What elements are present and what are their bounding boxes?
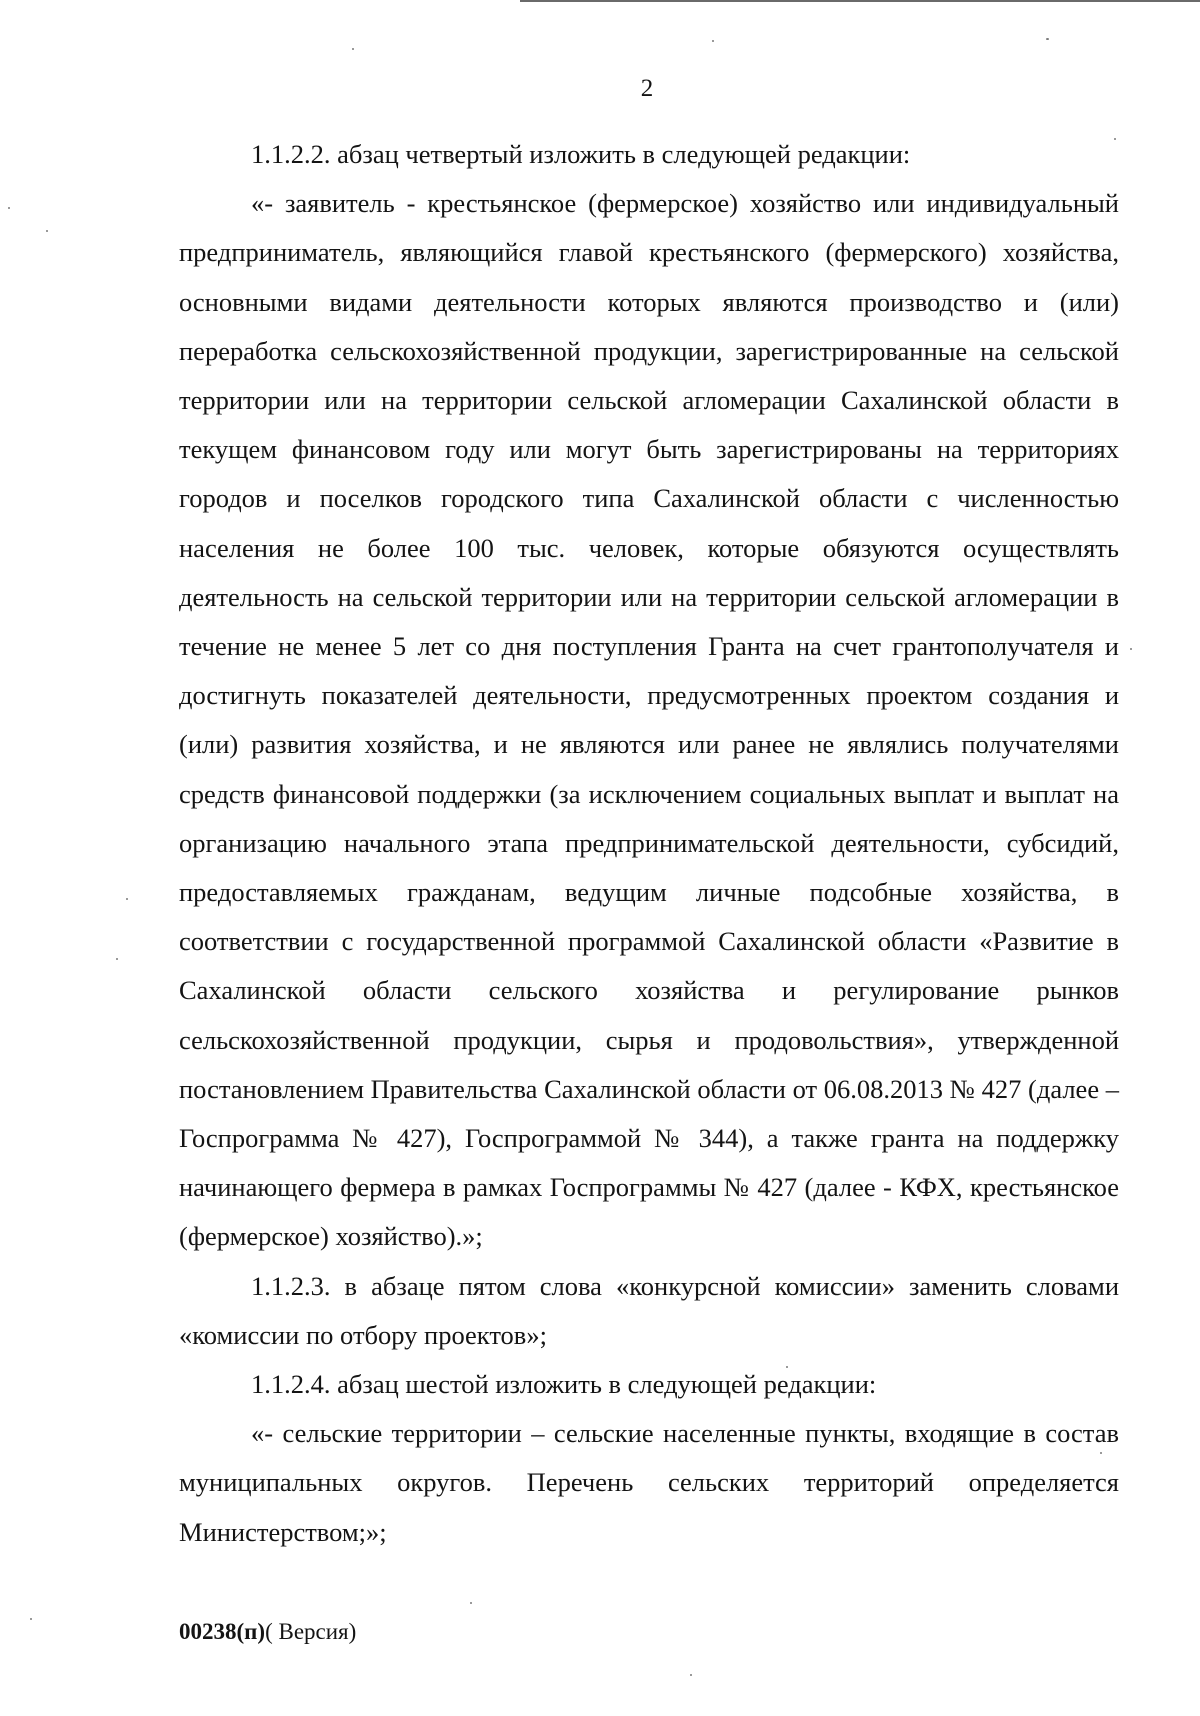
paragraph-1-1-2-4: 1.1.2.4. абзац шестой изложить в следующей редакции: bbox=[251, 1369, 877, 1400]
scan-speck bbox=[116, 958, 118, 960]
scan-speck bbox=[690, 1674, 692, 1676]
scan-speck bbox=[1114, 138, 1116, 140]
scan-speck bbox=[470, 1602, 472, 1604]
paragraph-applicant-definition: «- заявитель - крестьянское (фермерское) хозяйство или индивидуальный предприниматель, являющийся главой крестьянского (фермерского) хозяйства, основными видами деятельности которых являются производство и (или) переработка сельскохозяйственной продукции, зарегистрированные на сельской территории или на территории сельской агломерации Сахалинской области в текущем финансовом году или могут быть зарегистрированы на территориях городов и поселков городского типа Сахалинской области с численностью населения не более 100 тыс. человек, которые обязуются осуществлять деятельность на сельской территории или на территории сельской агломерации в течение не менее 5 лет со дня поступления Гранта на счет грантополучателя и достигнуть показателей деятельности, предусмотренных проектом создания и (или) развития хозяйства, и не являются или ранее не являлись получателями средств финансовой поддержки (за исключением социальных выплат и выплат на организацию начального этапа предпринимательской деятельности, субсидий, предоставляемых гражданам, ведущим личные подсобные хозяйства, в соответствии с государственной программой Сахалинской области «Развитие в Сахалинской области сельского хозяйства и регулирование рынков сельскохозяйственной продукции, сырья и продовольствия», утвержденной постановлением Правительства Сахалинской области от 06.08.2013 № 427 (далее – Госпрограмма № 427), Госпрограммой № 344), а также гранта на поддержку начинающего фермера в рамках Госпрограммы № 427 (далее - КФХ, крестьянское (фермерское) хозяйство).»; bbox=[179, 188, 1119, 1252]
scan-speck bbox=[30, 1618, 32, 1620]
page-number: 2 bbox=[640, 75, 654, 102]
paragraph-1-1-2-2: 1.1.2.2. абзац четвертый изложить в следующей редакции: bbox=[251, 139, 911, 169]
scan-speck bbox=[8, 207, 10, 209]
paragraph-rural-territories: «- сельские территории – сельские населенные пункты, входящие в состав муниципальных округов. Перечень сельских территорий определяется Министерством;»; bbox=[179, 1418, 1119, 1547]
scan-speck bbox=[1046, 38, 1049, 40]
document-code: 00238(п) bbox=[179, 1619, 266, 1644]
scan-speck bbox=[1130, 648, 1132, 650]
version-label: ( Версия) bbox=[265, 1619, 357, 1644]
scan-speck bbox=[126, 898, 128, 900]
scan-speck bbox=[46, 230, 48, 232]
scan-speck bbox=[712, 40, 714, 42]
scan-speck bbox=[786, 1366, 788, 1368]
scan-speck bbox=[352, 48, 354, 50]
footer bbox=[179, 1618, 356, 1646]
top-rule bbox=[520, 0, 1200, 2]
paragraph-1-1-2-3: 1.1.2.3. в абзаце пятом слова «конкурсной комиссии» заменить словами «комиссии по отбору проектов»; bbox=[179, 1270, 1119, 1350]
document-body bbox=[179, 130, 1119, 1557]
scan-speck bbox=[1100, 1452, 1102, 1454]
